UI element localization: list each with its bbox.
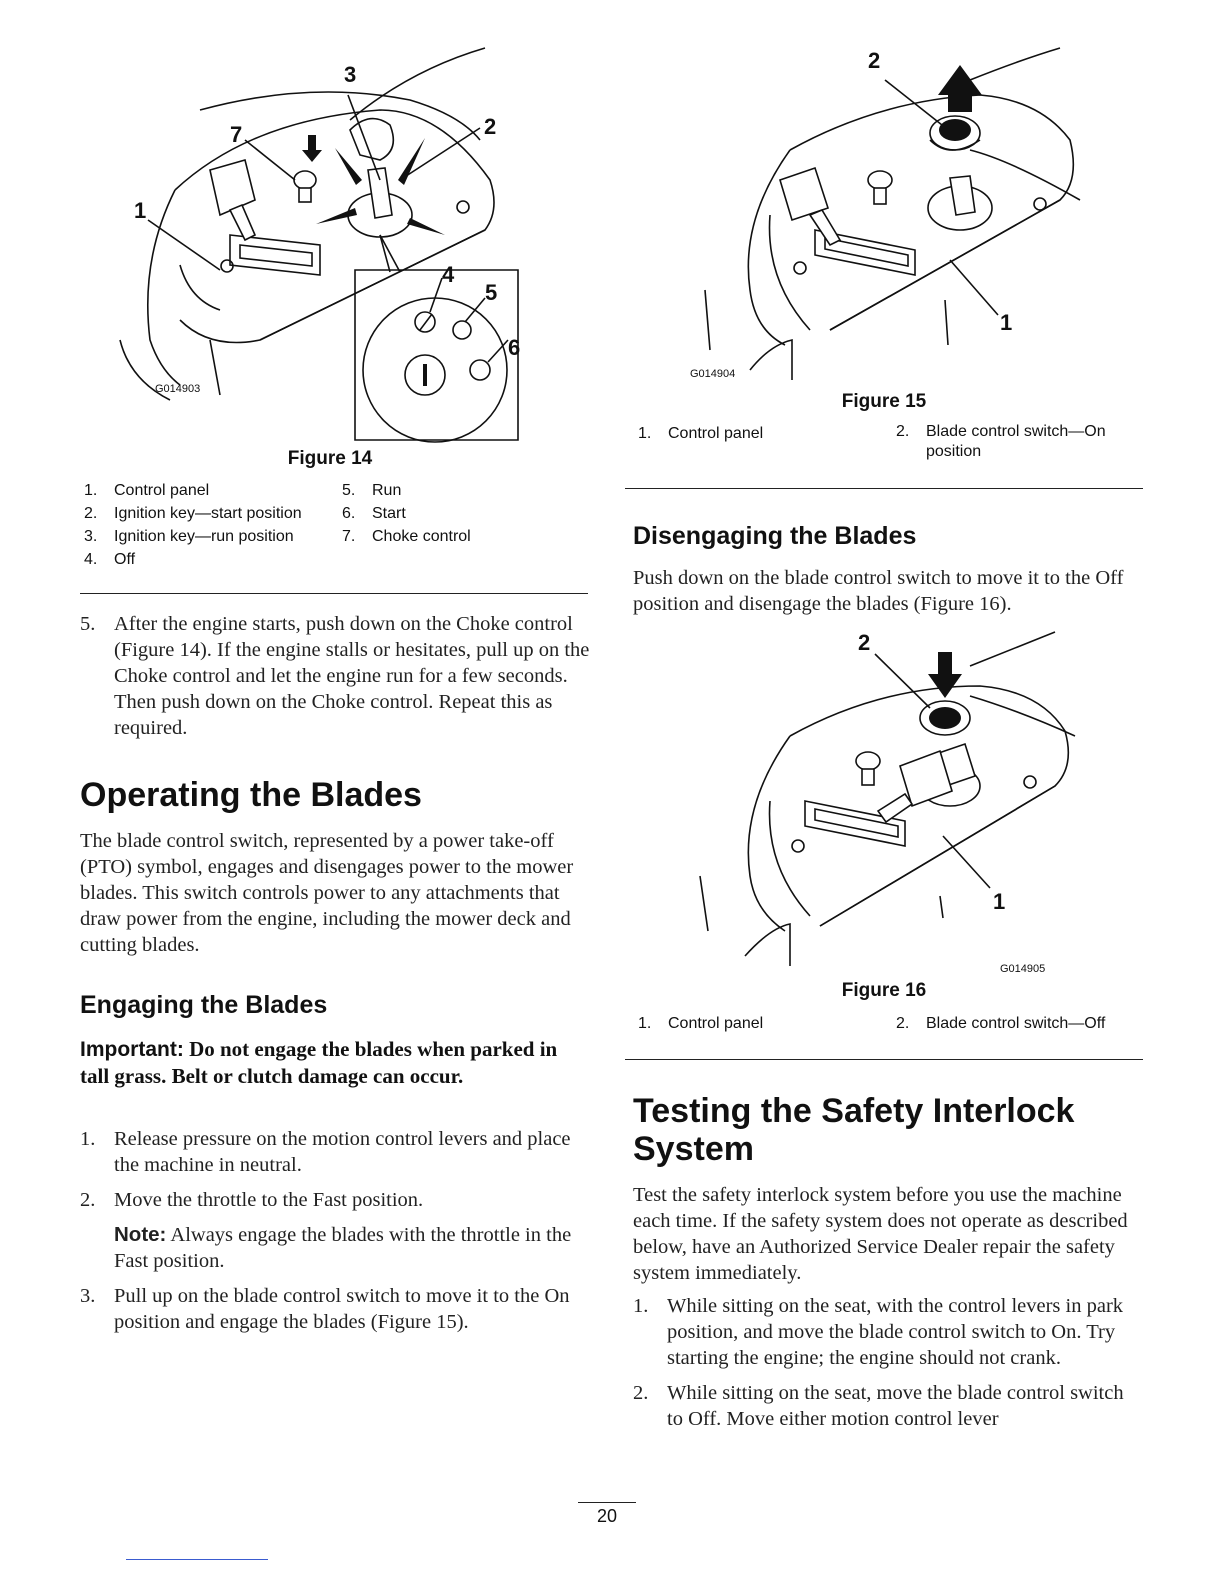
legend-item: 5. Run xyxy=(342,482,402,499)
legend-item: 1. Control panel xyxy=(84,482,210,499)
testing-heading-line2: System xyxy=(633,1130,754,1168)
page-number-rule xyxy=(578,1502,636,1503)
figure-15-legend-left xyxy=(638,422,878,445)
figure-15 xyxy=(680,40,1100,390)
figure-16-legend-right xyxy=(896,1012,1146,1035)
important-notice xyxy=(80,1036,590,1089)
legend-item: 6. Start xyxy=(342,505,406,522)
testing-body: Test the safety interlock system before you use the machine each time. If the safety system does not operate as described below, have an Authorized Service Dealer repair the safety system immediately. xyxy=(633,1184,1128,1284)
disengaging-heading: Disengaging the Blades xyxy=(633,522,917,550)
testing-heading-line1: Testing the Safety Interlock xyxy=(633,1092,1075,1130)
disengaging-body: Push down on the blade control switch to move it to the Off position and disengage the blades (Figure 16). xyxy=(633,567,1124,615)
legend-item: 4. Off xyxy=(84,551,136,568)
legend-item: 1. Control panel xyxy=(638,425,764,442)
list-item: 5. After the engine starts, push down on the Choke control (Figure 14). If the engine stalls or hesitates, pull up on the Choke control and let the engine run for a few seconds. Then push down on the Choke control. Repeat this as required. xyxy=(80,613,590,739)
engaging-steps xyxy=(80,1126,590,1344)
list-item: 2. While sitting on the seat, move the blade control switch to Off. Move either motion control lever xyxy=(633,1382,1124,1430)
legend-item: 1. Control panel xyxy=(638,1015,764,1032)
figure-14-illustration xyxy=(80,40,590,470)
figure-16-legend-left xyxy=(638,1012,878,1035)
important-label: Important: xyxy=(80,1038,184,1061)
fig14-callout-7: 7 xyxy=(230,122,243,147)
footer-link-rule xyxy=(126,1559,268,1560)
operating-heading: Operating the Blades xyxy=(80,776,422,814)
testing-steps xyxy=(633,1293,1143,1441)
testing-heading xyxy=(633,1092,1143,1168)
page-number: 20 xyxy=(596,1506,618,1526)
divider xyxy=(625,488,1143,489)
divider xyxy=(625,1059,1143,1060)
fig14-code: G014903 xyxy=(155,383,201,395)
legend-item: 3. Ignition key—run position xyxy=(84,528,294,545)
figure-15-legend-right xyxy=(896,422,1146,462)
legend-item: 2. Ignition key—start position xyxy=(84,505,302,522)
note-label: Note: xyxy=(114,1223,167,1246)
fig15-callout-2: 2 xyxy=(868,48,881,73)
note-text: Always engage the blades with the throttle in the Fast position. xyxy=(114,1224,572,1272)
fig14-callout-6: 6 xyxy=(508,335,521,360)
figure-14-legend-right xyxy=(342,479,582,548)
legend-item: 2. Blade control switch—Off xyxy=(896,1015,1106,1032)
fig16-callout-2: 2 xyxy=(858,630,871,655)
fig14-callout-5: 5 xyxy=(485,280,498,305)
figure-16 xyxy=(690,626,1110,980)
list-item: 3. Pull up on the blade control switch to move it to the On position and engage the blades (Figure 15). xyxy=(80,1285,570,1333)
list-item: 1. While sitting on the seat, with the control levers in park position, and move the blade control switch to On. Try starting the engine; the engine should not crank. xyxy=(633,1295,1124,1369)
figure-16-title: Figure 16 xyxy=(841,980,927,1001)
fig16-code: G014905 xyxy=(1000,963,1046,975)
note xyxy=(80,1222,590,1274)
engaging-heading: Engaging the Blades xyxy=(80,991,328,1019)
figure-15-illustration xyxy=(680,40,1100,390)
figure-15-title: Figure 15 xyxy=(841,391,927,412)
operating-body: The blade control switch, represented by a power take-off (PTO) symbol, engages and disengages power to the mower blades. This switch controls power to any attachments that draw power from the engine, including the mower deck and cutting blades. xyxy=(80,830,574,956)
list-item: 1. Release pressure on the motion control levers and place the machine in neutral. xyxy=(80,1128,571,1176)
figure-16-illustration xyxy=(690,626,1110,980)
figure-14-legend-left xyxy=(84,479,334,571)
fig16-callout-1: 1 xyxy=(993,889,1006,914)
choke-step xyxy=(80,611,590,750)
figure-14-title: Figure 14 xyxy=(287,448,373,469)
fig14-callout-4: 4 xyxy=(442,262,455,287)
fig14-callout-3: 3 xyxy=(344,62,357,87)
figure-14 xyxy=(80,40,590,470)
list-item: 2. Move the throttle to the Fast position. xyxy=(80,1189,424,1211)
fig14-callout-2: 2 xyxy=(484,114,497,139)
fig14-callout-1: 1 xyxy=(134,198,147,223)
fig15-code: G014904 xyxy=(690,368,736,380)
legend-item: 7. Choke control xyxy=(342,528,471,545)
divider xyxy=(80,593,588,594)
legend-item: 2. Blade control switch—On position xyxy=(896,423,1106,460)
important-text: Do not engage the blades when parked in tall grass. Belt or clutch damage can occur. xyxy=(80,1037,558,1088)
fig15-callout-1: 1 xyxy=(1000,310,1013,335)
